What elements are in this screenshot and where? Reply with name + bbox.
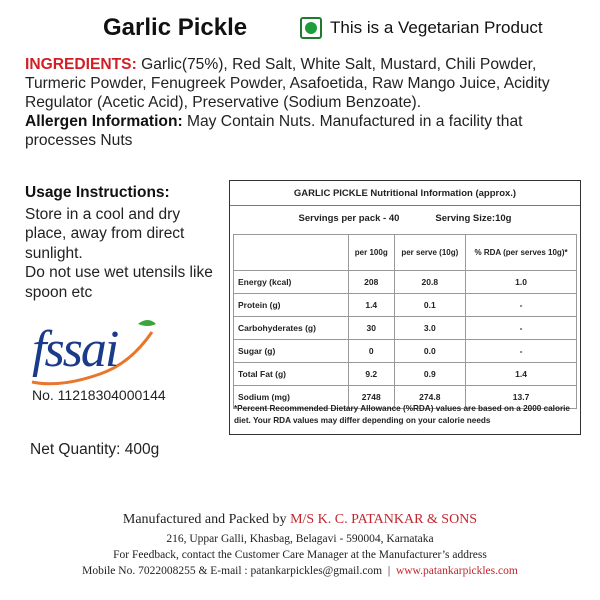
- value-rda: 1.4: [466, 363, 577, 386]
- ingredients-section: [25, 55, 580, 150]
- net-quantity: Net Quantity: 400g: [30, 441, 160, 458]
- nutrition-servings: [230, 206, 580, 231]
- vegetarian-badge: [300, 17, 543, 39]
- manufacturer-address: 216, Uppar Galli, Khasbag, Belagavi - 590004, Karnataka: [166, 533, 434, 545]
- header-per-serve: per serve (10g): [394, 235, 466, 271]
- nutrient-label: Carbohyderates (g): [234, 317, 349, 340]
- table-row: [234, 363, 577, 386]
- company-name: M/S K. C. PATANKAR & SONS: [290, 512, 478, 527]
- table-row: [234, 294, 577, 317]
- usage-title: Usage Instructions:: [25, 184, 170, 201]
- header-rda: % RDA (per serves 10g)*: [466, 235, 577, 271]
- value-per-100g: 30: [349, 317, 395, 340]
- contact-details: Mobile No. 7022008255 & E-mail : patankarpickles@gmail.com |: [82, 565, 396, 577]
- value-rda: 1.0: [466, 271, 577, 294]
- rda-footnote: *Percent Recommended Dietary Allowance (%RDA) values are based on a 2000 calorie diet. Your RDA values may differ depending on your calorie needs: [234, 404, 570, 425]
- value-rda: -: [466, 317, 577, 340]
- allergen-text: May Contain Nuts. Manufactured in a facility that processes Nuts: [25, 113, 523, 149]
- nutrition-header-row: [234, 235, 577, 271]
- feedback-line: For Feedback, contact the Customer Care Manager at the Manufacturer’s address: [113, 549, 487, 561]
- manufacturer-footer: [0, 512, 600, 577]
- header-blank: [234, 235, 349, 271]
- nutrient-label: Sugar (g): [234, 340, 349, 363]
- table-row: [234, 271, 577, 294]
- value-per-serve: 3.0: [394, 317, 466, 340]
- svg-text:fssai: fssai: [32, 321, 118, 378]
- servings-per-pack: Servings per pack - 40: [298, 213, 400, 224]
- value-rda: -: [466, 340, 577, 363]
- value-rda: 13.7: [466, 386, 577, 409]
- product-title: Garlic Pickle: [103, 14, 248, 41]
- value-per-serve: 0.0: [394, 340, 466, 363]
- nutrition-title: GARLIC PICKLE Nutritional Information (approx.): [230, 181, 580, 206]
- nutrition-table: [233, 234, 577, 409]
- header-per-100g: per 100g: [349, 235, 395, 271]
- value-per-100g: 2748: [349, 386, 395, 409]
- nutrition-panel: [229, 180, 581, 435]
- value-per-serve: 274.8: [394, 386, 466, 409]
- table-row: [234, 317, 577, 340]
- manufacturer-line: [0, 512, 600, 528]
- value-per-serve: 0.1: [394, 294, 466, 317]
- value-rda: -: [466, 294, 577, 317]
- usage-line-utensils: Do not use wet utensils like spoon etc: [25, 264, 213, 301]
- value-per-serve: 0.9: [394, 363, 466, 386]
- value-per-100g: 1.4: [349, 294, 395, 317]
- value-per-100g: 0: [349, 340, 395, 363]
- nutrient-label: Protein (g): [234, 294, 349, 317]
- serving-size: Serving Size:10g: [435, 213, 512, 224]
- manufacturer-prefix: Manufactured and Packed by: [122, 512, 291, 527]
- website-link[interactable]: www.patankarpickles.com: [395, 565, 518, 577]
- value-per-serve: 20.8: [394, 271, 466, 294]
- fssai-license-number: No. 11218304000144: [32, 387, 166, 403]
- table-row: [234, 340, 577, 363]
- nutrient-label: Energy (kcal): [234, 271, 349, 294]
- ingredients-text: Garlic(75%), Red Salt, White Salt, Mustard, Chili Powder, Turmeric Powder, Fenugreek Powder, Asafoetida, Raw Mango Juice, Acidity Regulator (Acetic Acid), Preservative (Sodium Benzoate).: [25, 56, 550, 111]
- nutrient-label: Total Fat (g): [234, 363, 349, 386]
- fssai-logo-icon: [30, 318, 160, 386]
- nutrient-label: Sodium (mg): [234, 386, 349, 409]
- vegetarian-text: This is a Vegetarian Product: [330, 18, 543, 37]
- contact-line: [0, 565, 600, 577]
- usage-line-storage: Store in a cool and dry place, away from direct sunlight.: [25, 205, 185, 262]
- ingredients-label: INGREDIENTS:: [25, 56, 137, 73]
- value-per-100g: 9.2: [349, 363, 395, 386]
- allergen-label: Allergen Information:: [25, 113, 183, 130]
- usage-instructions: [25, 183, 220, 302]
- value-per-100g: 208: [349, 271, 395, 294]
- veg-symbol-icon: [300, 17, 322, 39]
